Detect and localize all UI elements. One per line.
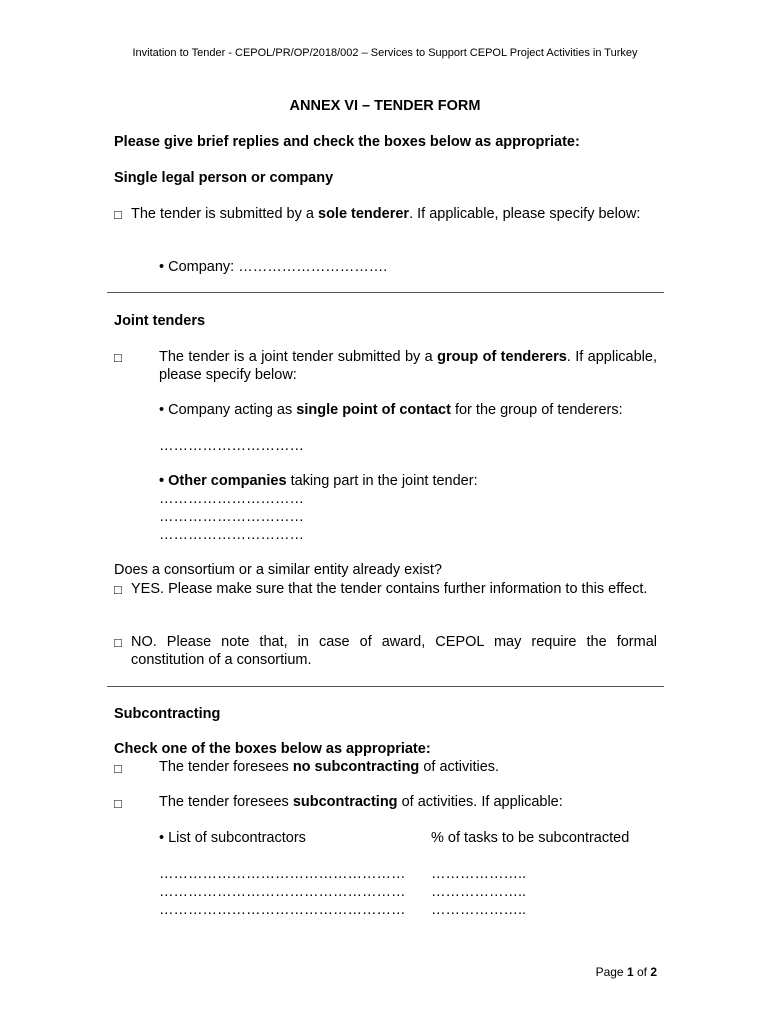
section-divider — [107, 686, 664, 687]
no-subcontracting-text: The tender foresees no subcontracting of activities. — [159, 759, 500, 775]
subcontractors-column-header: • List of subcontractors — [159, 830, 306, 846]
consortium-question: Does a consortium or a similar entity already exist? — [114, 562, 442, 578]
section-divider — [107, 292, 664, 293]
consortium-yes-text: YES. Please make sure that the tender contains further information to this effect. — [131, 581, 648, 597]
contact-company-label: • Company acting as single point of contact for the group of tenderers: — [159, 402, 623, 418]
subcontractor-percent-input[interactable]: ……………….. — [431, 866, 527, 882]
no-subcontracting-checkbox[interactable]: □ — [114, 761, 122, 776]
other-companies-label: • Other companies taking part in the joint tender: — [159, 473, 478, 489]
intro-instruction: Please give brief replies and check the boxes below as appropriate: — [114, 134, 580, 150]
subcontracting-heading: Subcontracting — [114, 706, 221, 722]
joint-tender-checkbox[interactable]: □ — [114, 350, 122, 365]
subcontracting-checkbox[interactable]: □ — [114, 796, 122, 811]
subcontracting-instruction: Check one of the boxes below as appropriate: — [114, 741, 431, 757]
subcontractor-name-input[interactable]: …………………………………………… — [159, 866, 406, 882]
joint-tender-text: The tender is a joint tender submitted by a group of tenderers. If applicable, please specify below: — [159, 349, 657, 383]
company-input[interactable]: …………………………. — [238, 259, 388, 275]
page-number: Page 1 of 2 — [595, 965, 657, 979]
page-title: ANNEX VI – TENDER FORM — [289, 98, 481, 114]
sole-tenderer-checkbox[interactable]: □ — [114, 207, 122, 222]
subcontractor-name-input[interactable]: …………………………………………… — [159, 902, 406, 918]
other-company-input[interactable]: ………………………… — [159, 509, 304, 525]
subcontractor-percent-input[interactable]: ……………….. — [431, 884, 527, 900]
tasks-percent-column-header: % of tasks to be subcontracted — [431, 830, 630, 846]
page-header: Invitation to Tender - CEPOL/PR/OP/2018/002 – Services to Support CEPOL Project Activities in Turkey — [132, 47, 638, 59]
subcontractor-percent-input[interactable]: ……………….. — [431, 902, 527, 918]
joint-heading: Joint tenders — [114, 313, 206, 329]
single-heading: Single legal person or company — [114, 170, 334, 186]
contact-company-input[interactable]: ………………………… — [159, 438, 304, 454]
subcontracting-text: The tender foresees subcontracting of activities. If applicable: — [159, 794, 563, 810]
consortium-no-checkbox[interactable]: □ — [114, 635, 122, 650]
company-field: • Company: …………………………. — [159, 259, 388, 275]
subcontractor-name-input[interactable]: …………………………………………… — [159, 884, 406, 900]
other-company-input[interactable]: ………………………… — [159, 491, 304, 507]
consortium-yes-checkbox[interactable]: □ — [114, 582, 122, 597]
consortium-no-text: NO. Please note that, in case of award, CEPOL may require the formal constitution of a consortium. — [131, 634, 657, 668]
other-company-input[interactable]: ………………………… — [159, 527, 304, 543]
sole-tenderer-text: The tender is submitted by a sole tenderer. If applicable, please specify below: — [131, 206, 641, 222]
